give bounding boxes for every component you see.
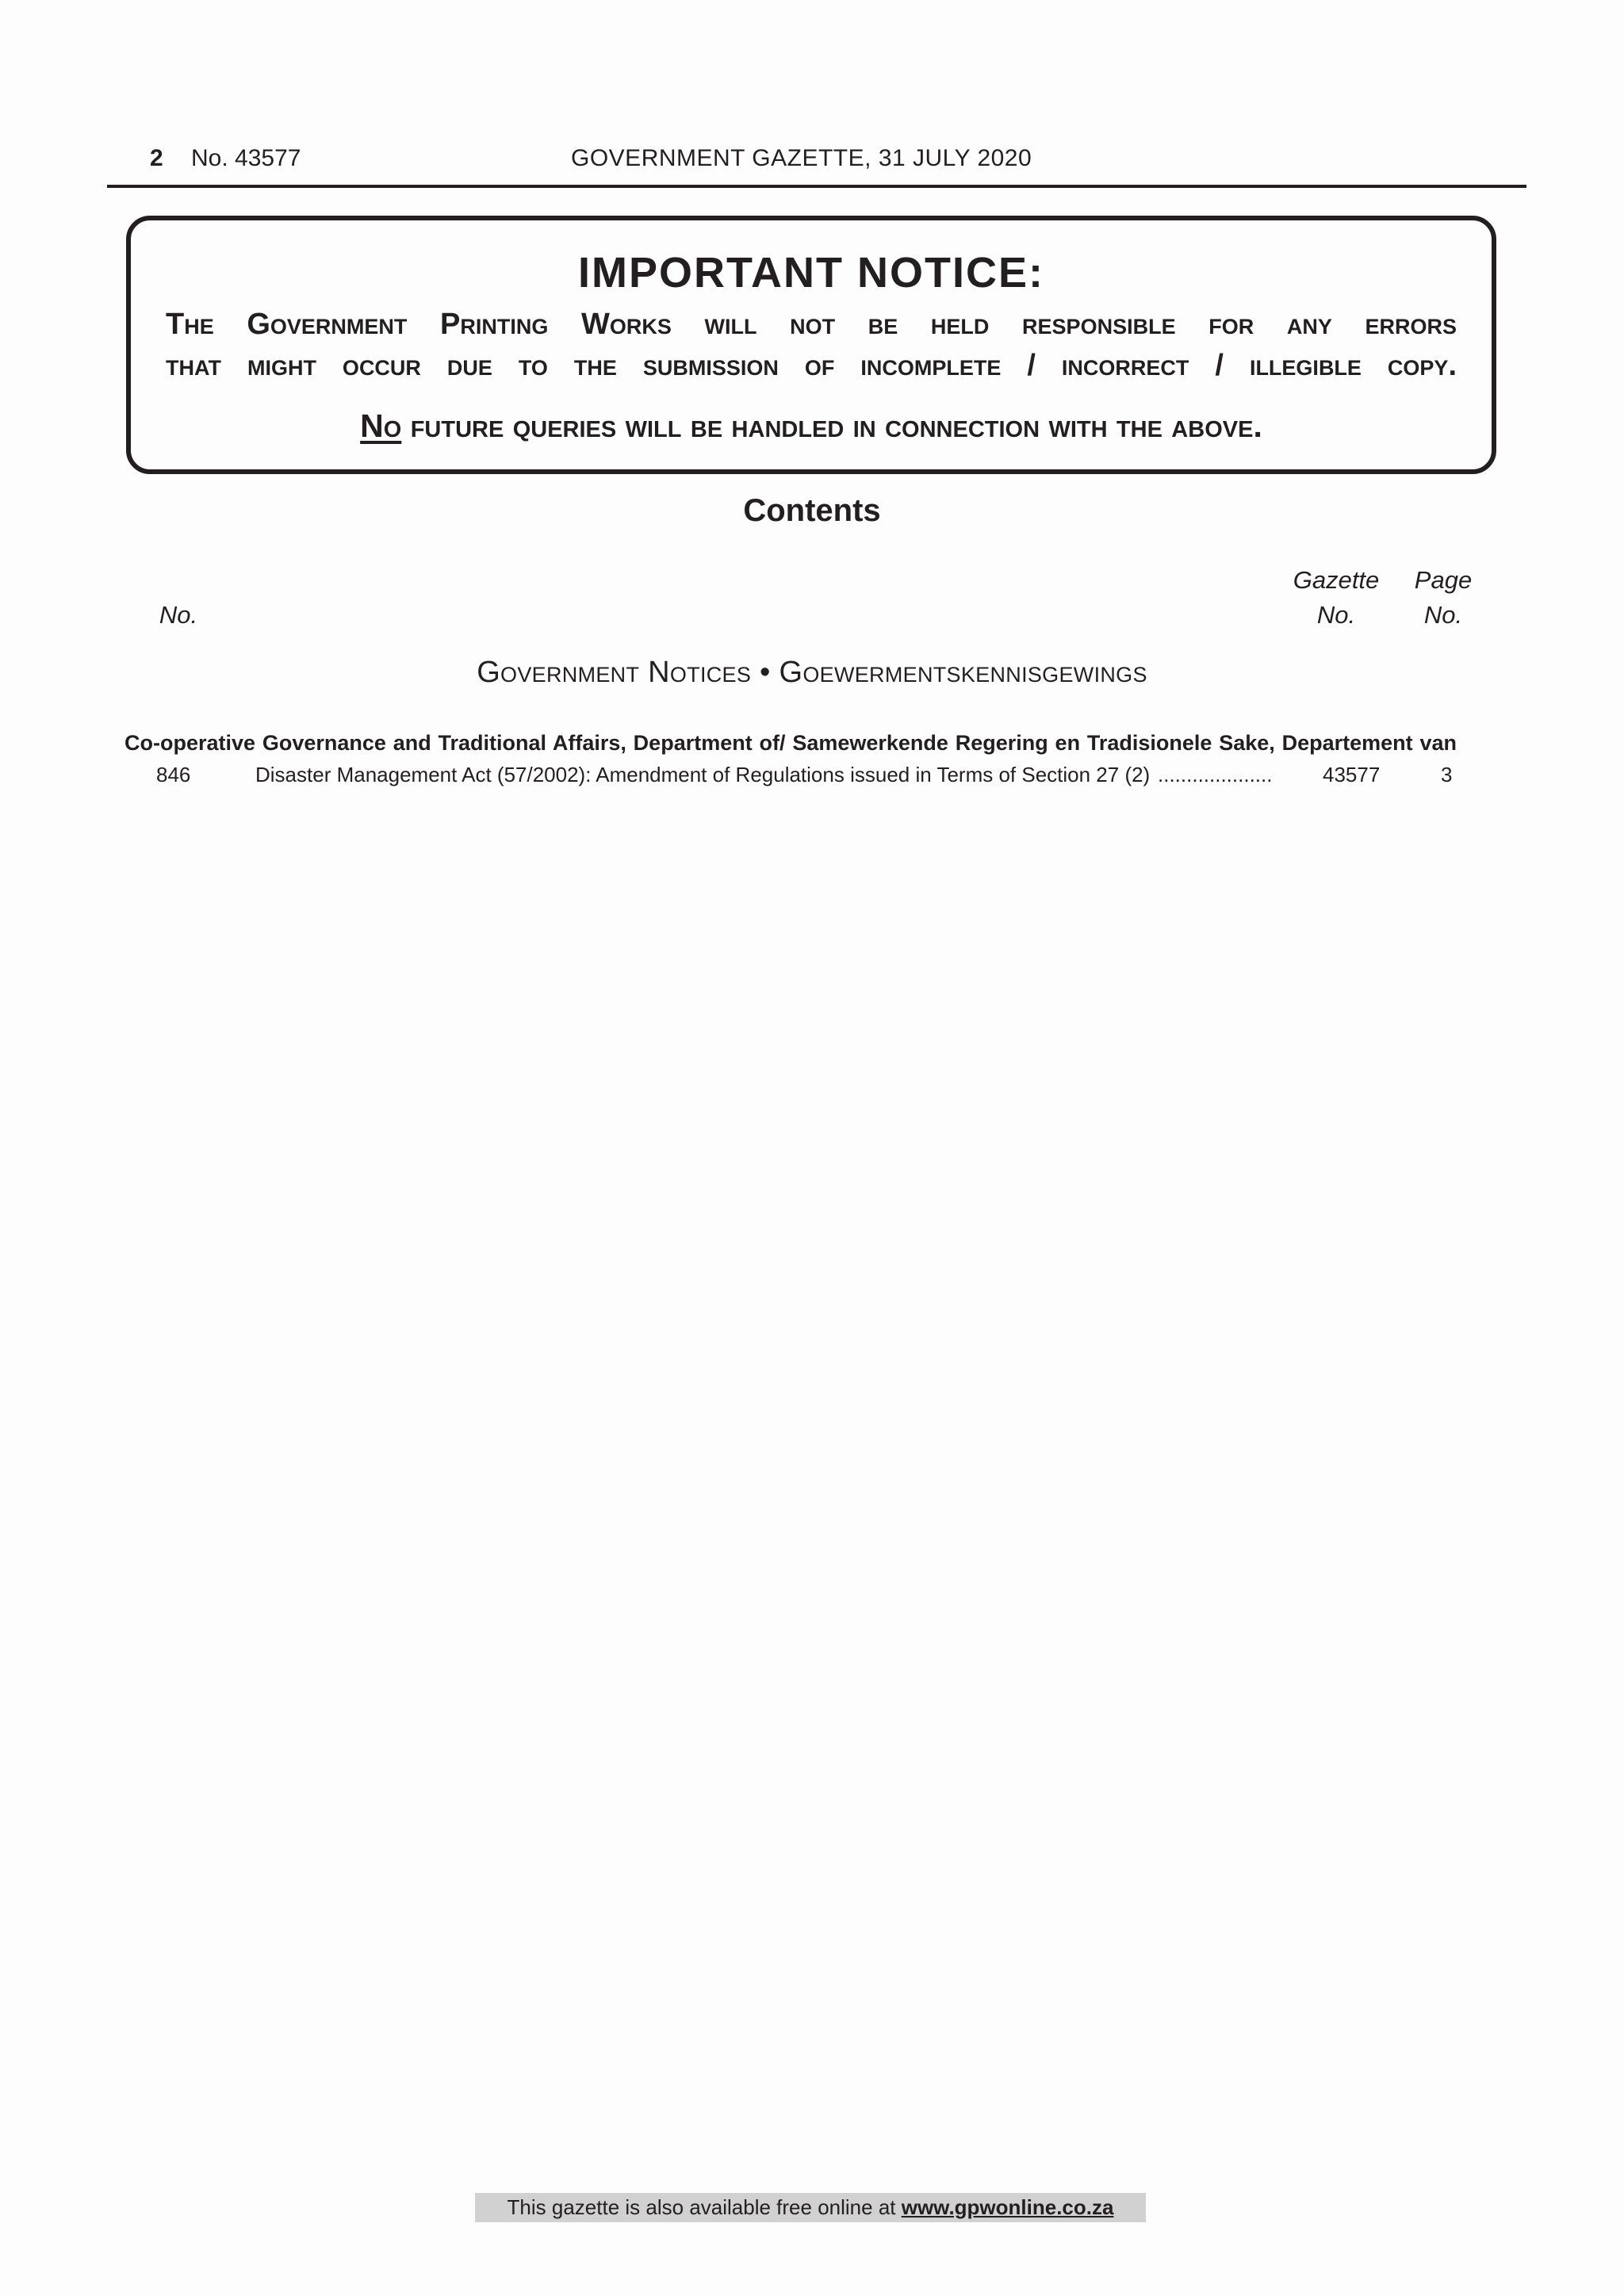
column-header-no: No. [159,601,198,629]
entry-gazette-no: 43577 [1323,763,1381,786]
gazette-title: GOVERNMENT GAZETTE, 31 JULY 2020 [571,145,1032,171]
contents-entry-row [107,763,1526,791]
footer-banner [475,2193,1146,2222]
column-header-page-line1: Page [1414,566,1473,594]
notice-no-word: No [360,408,402,444]
running-header [107,145,1526,180]
page-number: 2 [150,145,163,171]
entry-page-no: 3 [1441,763,1453,786]
footer-website-link[interactable]: www.gpwonline.co.za [901,2195,1114,2219]
column-header-gazette-no [1285,563,1388,633]
notice-title: IMPORTANT NOTICE: [578,249,1044,297]
department-heading: Co-operative Governance and Traditional Affairs, Department of/ Samewerkende Regering en Tradisionele Sake, Departement van [124,731,1457,755]
important-notice-box [126,216,1496,474]
header-rule [107,185,1526,188]
notice-line-3-text: future queries will be handled in connection with the above. [401,408,1262,444]
column-header-page-no [1404,563,1483,633]
notice-line-1: The Government Printing Works will not be held responsible for any errors [166,308,1457,341]
section-heading: Government Notices • Goewermentskennisgewings [477,656,1147,689]
column-header-page-line2: No. [1423,601,1463,629]
entry-notice-no: 846 [156,763,191,786]
contents-heading: Contents [743,493,881,528]
notice-line-2: that might occur due to the submission of incomplete / incorrect / illegible copy. [166,349,1457,382]
notice-line-3 [166,408,1457,445]
issue-number: No. 43577 [191,145,301,171]
column-header-gazette-line1: Gazette [1293,566,1380,594]
footer-text: This gazette is also available free online at [507,2195,902,2219]
entry-dot-leader: .................... [1158,763,1273,786]
entry-title: Disaster Management Act (57/2002): Amendment of Regulations issued in Terms of Section 27 (2) [255,763,1151,786]
column-header-gazette-line2: No. [1316,601,1356,629]
